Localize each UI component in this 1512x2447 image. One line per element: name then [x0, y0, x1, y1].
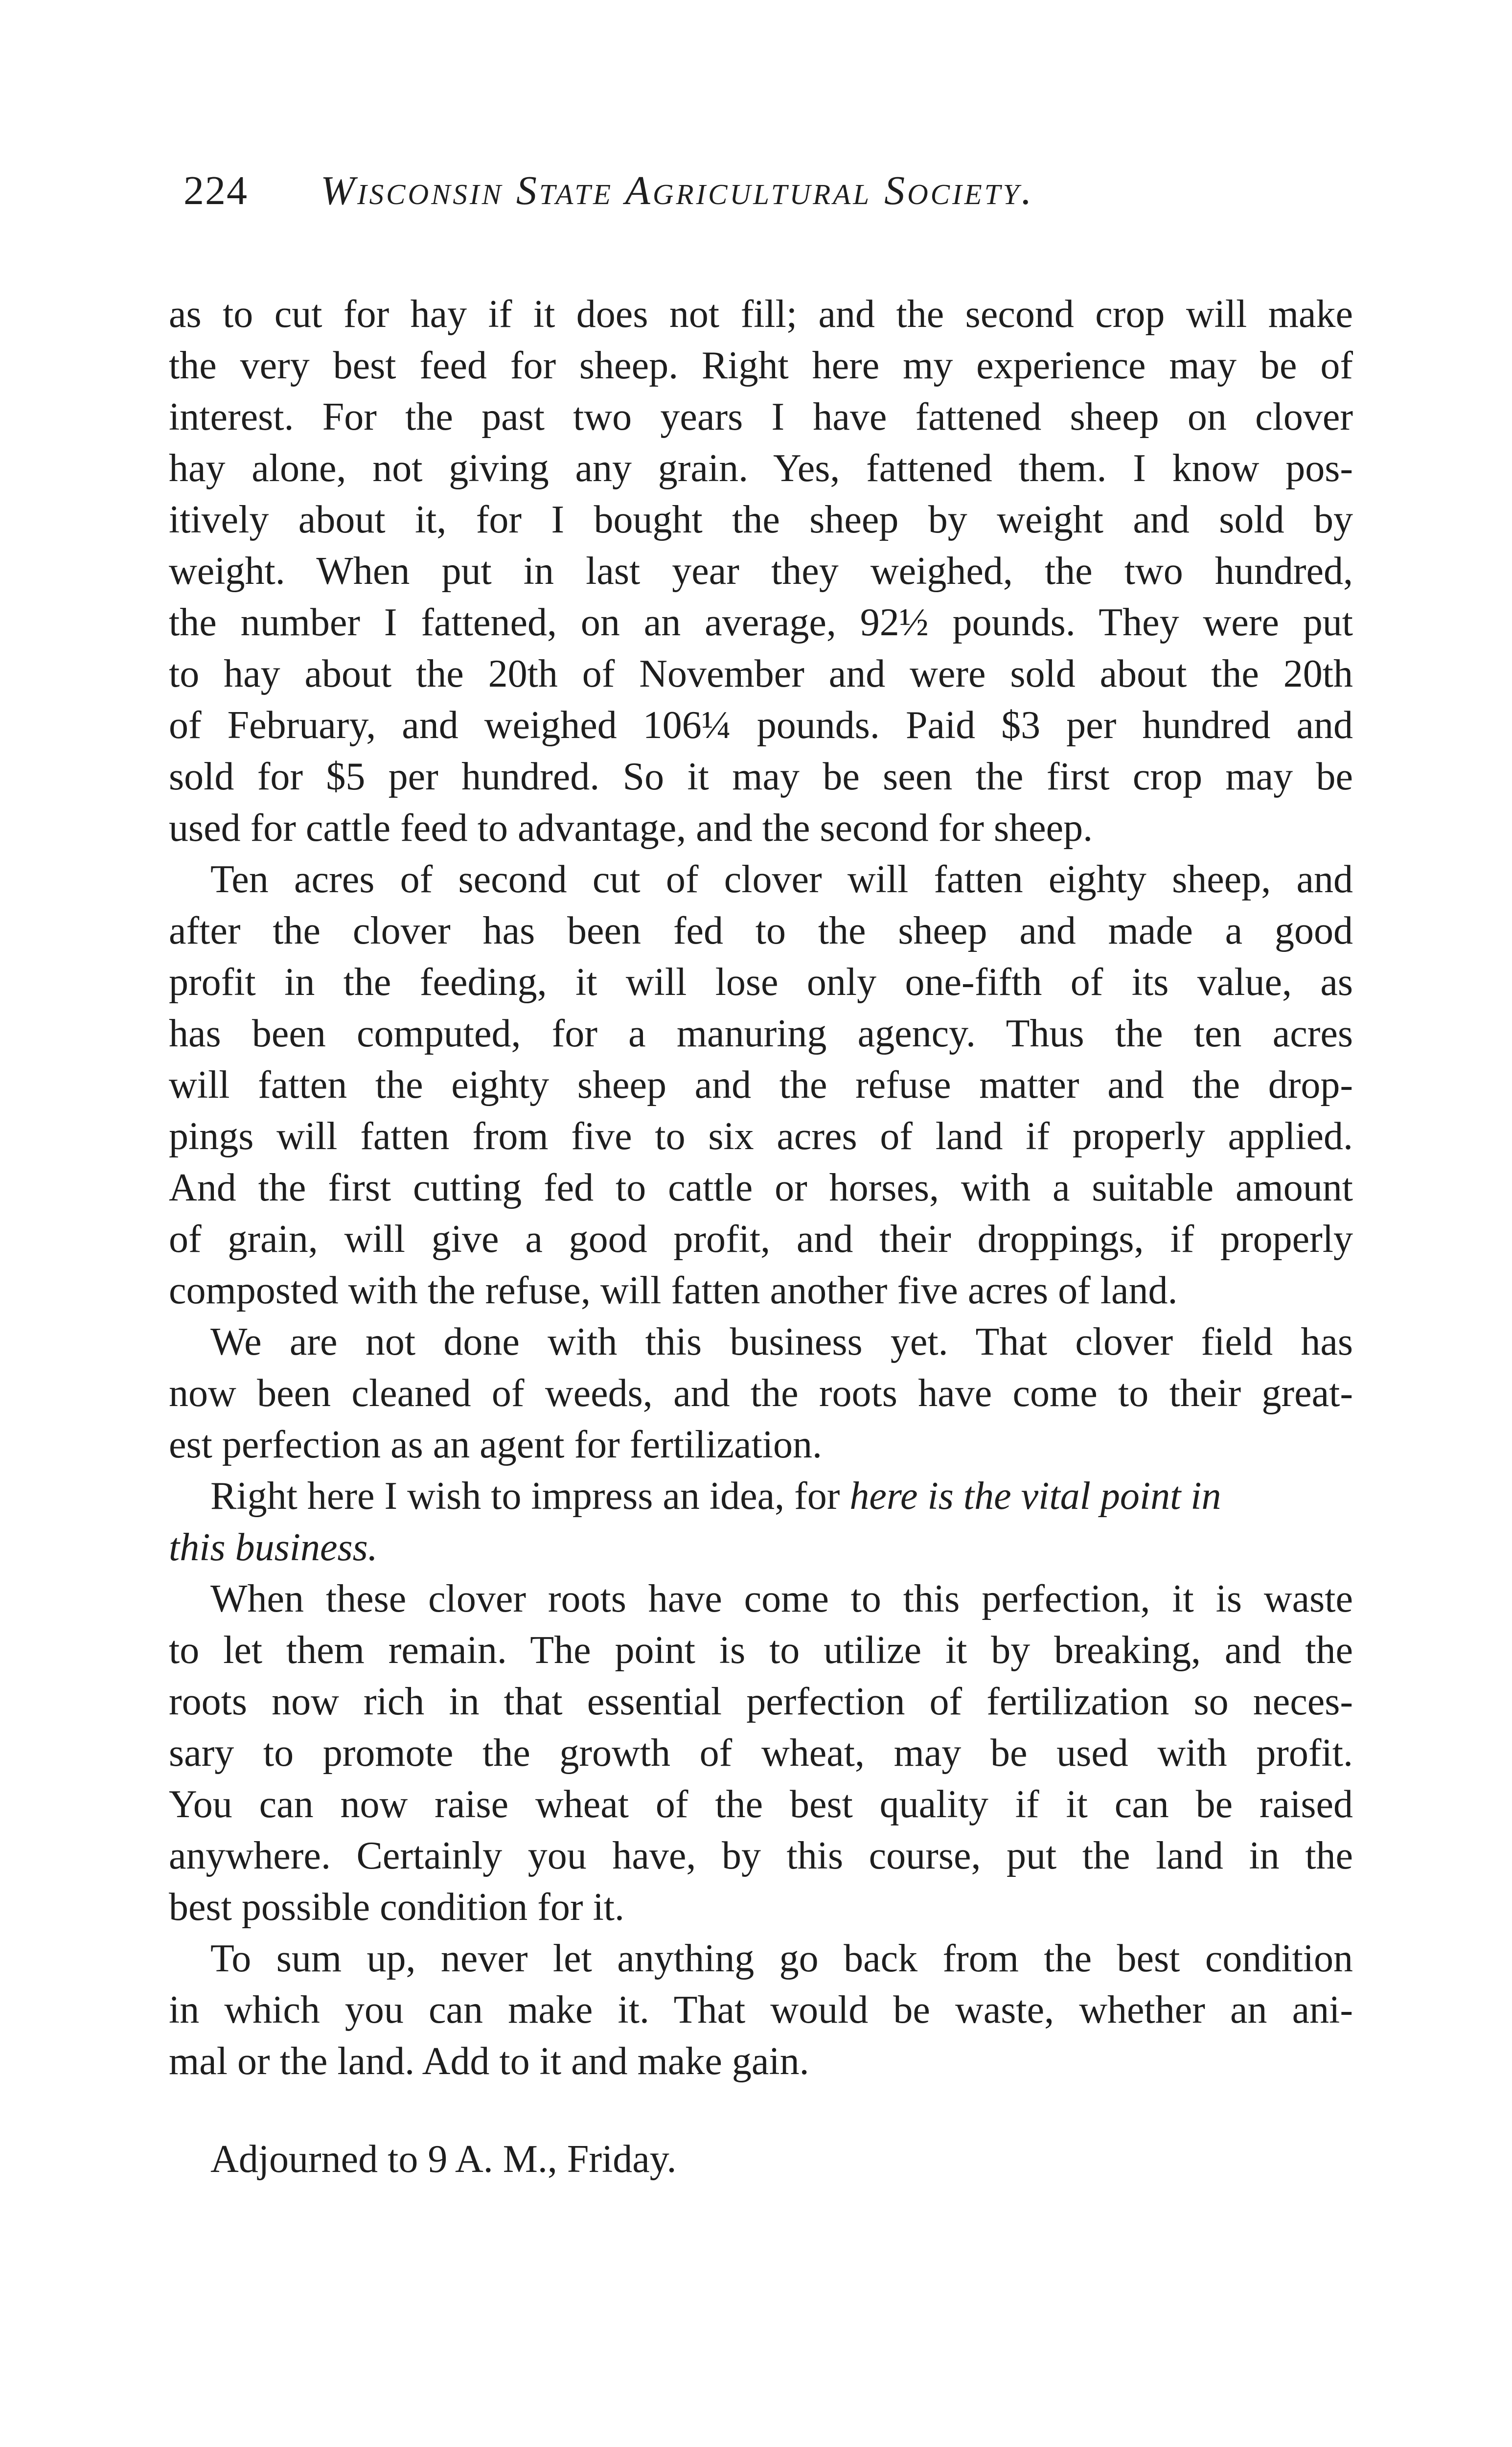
- text-line: You can now raise wheat of the best quality if it can be raised: [169, 1783, 1353, 1826]
- text-line: of grain, will give a good profit, and their droppings, if properly: [169, 1218, 1353, 1261]
- text-line: of February, and weighed 106¼ pounds. Paid $3 per hundred and: [169, 704, 1353, 747]
- text-line: the very best feed for sheep. Right here my experience may be of: [169, 344, 1353, 387]
- text-line: sold for $5 per hundred. So it may be seen the first crop may be: [169, 755, 1353, 798]
- text-line: And the first cutting fed to cattle or horses, with a suitable amount: [169, 1166, 1353, 1209]
- closing-line: Adjourned to 9 A. M., Friday.: [210, 2138, 677, 2181]
- text-line: interest. For the past two years I have fattened sheep on clover: [169, 395, 1353, 439]
- text-line: best possible condition for it.: [169, 1886, 625, 1929]
- text-line: used for cattle feed to advantage, and the second for sheep.: [169, 807, 1093, 850]
- text-line: sary to promote the growth of wheat, may be used with profit.: [169, 1731, 1353, 1775]
- paragraph-vital-point: [169, 1471, 1353, 1573]
- text-line: now been cleaned of weeds, and the roots have come to their great-: [169, 1372, 1353, 1415]
- emphasis-text: here is the vital point in: [849, 1475, 1221, 1518]
- text-line: [169, 1522, 1353, 1573]
- text-line: Ten acres of second cut of clover will fatten eighty sheep, and: [210, 858, 1353, 901]
- text-line: composted with the refuse, will fatten another five acres of land.: [169, 1269, 1178, 1312]
- text-line: pings will fatten from five to six acres of land if properly applied.: [169, 1115, 1353, 1158]
- text-line: When these clover roots have come to this perfection, it is waste: [210, 1577, 1353, 1620]
- paragraph-not-done: [169, 1316, 1353, 1471]
- text-line: weight. When put in last year they weighed, the two hundred,: [169, 550, 1353, 593]
- paragraph-clover-roots: [169, 1573, 1353, 1933]
- text-line: [169, 1471, 1353, 1522]
- text-line: est perfection as an agent for fertilization.: [169, 1423, 822, 1466]
- text-line: hay alone, not giving any grain. Yes, fattened them. I know pos-: [169, 447, 1353, 490]
- text-run: Right here I wish to impress an idea, for: [210, 1475, 850, 1518]
- page-header: [183, 162, 1289, 220]
- text-line: as to cut for hay if it does not fill; and the second crop will make: [169, 293, 1353, 336]
- text-line: the number I fattened, on an average, 92½ pounds. They were put: [169, 601, 1353, 644]
- text-line: itively about it, for I bought the sheep by weight and sold by: [169, 498, 1353, 541]
- paragraph-ten-acres: [169, 854, 1353, 1316]
- text-line: has been computed, for a manuring agency. Thus the ten acres: [169, 1012, 1353, 1055]
- text-line: To sum up, never let anything go back from the best condition: [210, 1937, 1353, 1980]
- text-line: profit in the feeding, it will lose only one-fifth of its value, as: [169, 961, 1353, 1004]
- paragraph-hay-feeding: [169, 289, 1353, 854]
- running-title: Wisconsin State Agricultural Society.: [321, 168, 1034, 213]
- text-line: to let them remain. The point is to utilize it by breaking, and the: [169, 1629, 1353, 1672]
- page-number: 224: [183, 168, 248, 213]
- text-line: mal or the land. Add to it and make gain.: [169, 2040, 809, 2083]
- text-line: will fatten the eighty sheep and the refuse matter and the drop-: [169, 1063, 1353, 1107]
- text-line: roots now rich in that essential perfection of fertilization so neces-: [169, 1680, 1353, 1723]
- text-line: anywhere. Certainly you have, by this course, put the land in the: [169, 1834, 1353, 1877]
- text-line: to hay about the 20th of November and were sold about the 20th: [169, 652, 1353, 695]
- text-line: We are not done with this business yet. That clover field has: [210, 1320, 1353, 1363]
- body-text: [169, 289, 1353, 2185]
- emphasis-text: this business.: [169, 1526, 378, 1569]
- text-line: after the clover has been fed to the sheep and made a good: [169, 909, 1353, 952]
- text-line: in which you can make it. That would be waste, whether an ani-: [169, 1988, 1353, 2031]
- paragraph-sum-up: [169, 1933, 1353, 2087]
